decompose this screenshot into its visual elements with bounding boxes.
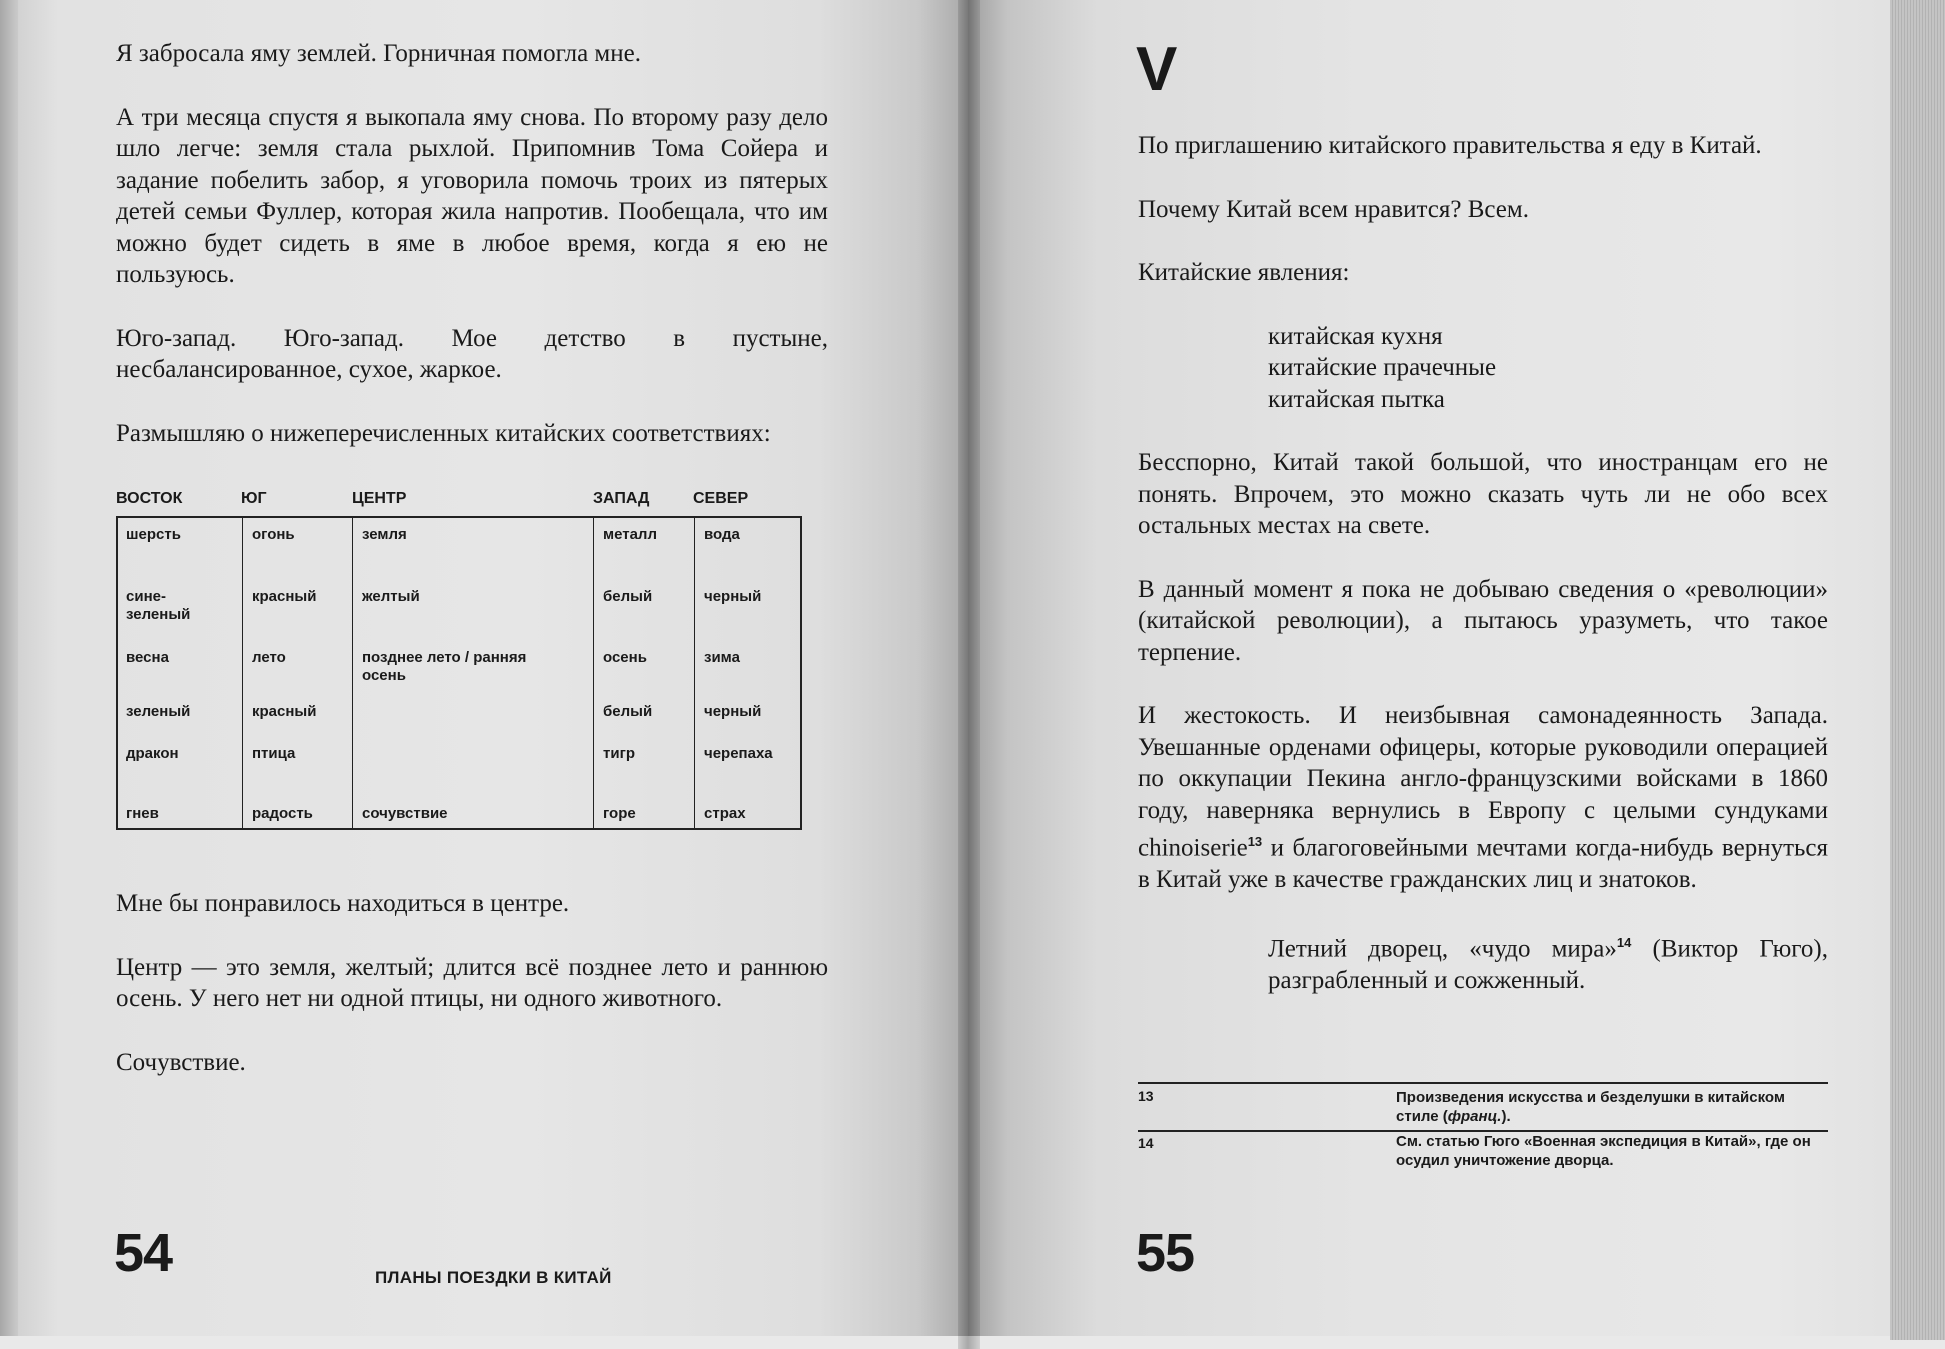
footnote-ref[interactable]: 13 <box>1247 834 1263 849</box>
footnote-text: См. статью Гюго «Военная экспедиция в Китай», где он осудил уничтожение дворца. <box>1396 1133 1811 1169</box>
paragraph: Почему Китай всем нравится? Всем. <box>1138 195 1529 223</box>
book-edge-left <box>0 0 18 1336</box>
table-cell: белый <box>603 588 653 605</box>
paragraph: Размышляю о нижеперечисленных китайских соответствиях: <box>116 419 771 447</box>
table-divider <box>352 518 353 828</box>
table-cell: зеленый <box>126 703 191 720</box>
paragraph: Мне бы понравилось находиться в центре. <box>116 890 570 917</box>
table-cell: земля <box>362 526 407 543</box>
paragraph: В данный момент я пока не добываю сведения о «революции» (китайской революции), а пытаюсь уразуметь, что такое терпение. <box>1138 575 1828 666</box>
table-cell: весна <box>126 649 169 666</box>
table-cell: шерсть <box>126 526 181 543</box>
book-edge-right <box>1890 0 1945 1340</box>
table-header: ЮГ <box>241 490 267 507</box>
right-page <box>968 0 1926 1336</box>
table-cell: тигр <box>603 745 635 762</box>
footnote-text-part: Произведения искусства и безделушки в китайском стиле ( <box>1396 1089 1785 1125</box>
footnote-number: 13 <box>1138 1088 1154 1104</box>
table-header: ВОСТОК <box>116 490 183 507</box>
footnote-ref[interactable]: 14 <box>1616 935 1632 951</box>
list-item: китайская кухня <box>1268 322 1443 350</box>
page-number-right: 55 <box>1136 1223 1195 1283</box>
table-cell: горе <box>603 805 636 822</box>
list-item: китайские прачечные <box>1268 354 1497 381</box>
paragraph: Бесспорно, Китай такой большой, что иностранцам его не понять. Впрочем, это можно сказать чуть ли не обо всех остальных местах на свете. <box>1138 449 1828 539</box>
table-header: СЕВЕР <box>693 490 749 507</box>
paragraph: Сочувствие. <box>116 1048 246 1076</box>
table-cell: желтый <box>362 588 420 605</box>
left-text-bottom <box>116 888 828 1078</box>
chapter-number: V <box>1136 35 1178 104</box>
paragraph: Центр — это земля, желтый; длится всё позднее лето и раннюю осень. У него нет ни одной птицы, ни одного животного. <box>116 953 828 1012</box>
paragraph-text: Летний дворец, «чудо мира» <box>1268 935 1617 963</box>
table-divider <box>242 518 243 828</box>
table-cell: сине-зеленый <box>126 588 191 623</box>
table-header: ЗАПАД <box>593 490 650 507</box>
table-cell: красный <box>252 703 317 720</box>
table-cell: огонь <box>252 526 295 543</box>
paragraph: Китайские явления: <box>1138 259 1350 286</box>
right-text <box>1138 130 1828 997</box>
table-cell: зима <box>704 649 740 666</box>
table-cell: вода <box>704 526 740 543</box>
table-cell: радость <box>252 805 313 822</box>
book-spine-shadow <box>958 0 980 1349</box>
paragraph-text: И жестокость. И неизбывная самонадеянность Запада. Увешанные орденами офицеры, которые руководили операцией по оккупации Пекина англо-французскими войсками в 1860 году, наверняка вернулись в Европу с целыми сундуками chinoiserie <box>1138 702 1828 862</box>
table-cell: осень <box>603 649 647 666</box>
footnote-rule <box>1138 1082 1828 1084</box>
running-head: ПЛАНЫ ПОЕЗДКИ В КИТАЙ <box>375 1268 612 1287</box>
page-number-left: 54 <box>114 1223 173 1283</box>
footnote-number: 14 <box>1138 1135 1154 1151</box>
paragraph: Юго-запад. Юго-запад. Мое детство в пустыне, несбалансированное, сухое, жаркое. <box>116 324 828 383</box>
footnote-emphasis: франц. <box>1447 1108 1502 1125</box>
table-cell: лето <box>252 649 286 666</box>
phenomena-list <box>1138 321 1828 416</box>
table-cell: птица <box>252 745 296 762</box>
table-cell: металл <box>603 526 657 543</box>
correspondence-table <box>116 516 802 830</box>
list-item: китайская пытка <box>1268 385 1445 413</box>
paragraph-text: и благоговейными мечтами когда-нибудь вернуться в Китай уже в качестве гражданских лиц и знатоков. <box>1138 834 1828 893</box>
table-cell: сочувствие <box>362 805 448 822</box>
table-cell: позднее лето / ранняя осень <box>362 649 527 684</box>
table-cell: черный <box>704 588 762 605</box>
paragraph <box>1138 700 1828 895</box>
paragraph: По приглашению китайского правительства я еду в Китай. <box>1138 132 1762 159</box>
quote-paragraph <box>1138 927 1828 996</box>
left-page <box>18 0 968 1336</box>
footnote-text-part: ). <box>1501 1108 1511 1125</box>
footnote-text <box>1396 1088 1816 1126</box>
table-header: ЦЕНТР <box>352 490 407 507</box>
table-cell: дракон <box>126 745 179 762</box>
table-divider <box>694 518 695 828</box>
paragraph: А три месяца спустя я выкопала яму снова. По второму разу дело шло легче: земля стала рыхлой. Припомнив Тома Сойера и задание побелить забор, я уговорила помочь троих из пятерых детей семьи Фуллер, которая жила напротив. Пообещала, что им можно будет сидеть в яме в любое время, когда я ею не пользуюсь. <box>116 103 828 288</box>
table-cell: белый <box>603 703 653 720</box>
paragraph-text: (Виктор Гюго), разграбленный и сожженный. <box>1268 935 1828 995</box>
left-text-top <box>116 38 828 449</box>
table-cell: черный <box>704 703 762 720</box>
table-cell: красный <box>252 588 317 605</box>
table-cell: страх <box>704 805 746 822</box>
table-divider <box>593 518 594 828</box>
table-header-row <box>116 490 826 510</box>
table-cell: гнев <box>126 805 159 822</box>
paragraph: Я забросала яму землей. Горничная помогла мне. <box>116 40 641 67</box>
table-cell: черепаха <box>704 745 773 762</box>
